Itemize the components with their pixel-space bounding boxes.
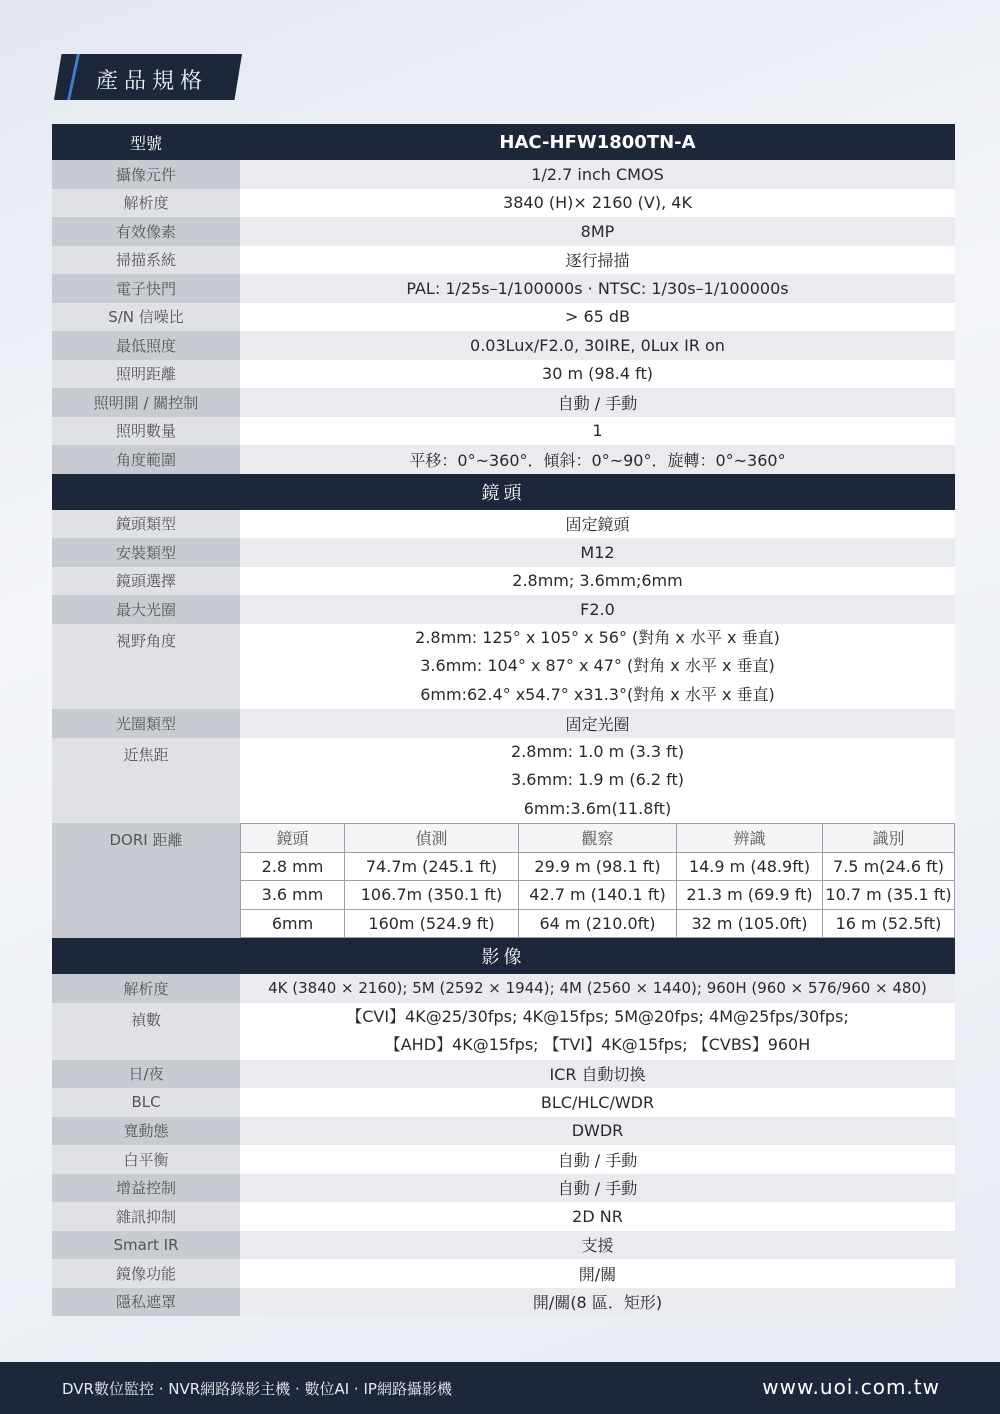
dori-data-row	[241, 909, 955, 938]
spec-value: 平移：0°~360°．傾斜：0°~90°．旋轉：0°~360°	[240, 445, 955, 474]
dori-cell-value: 64 m (210.0ft)	[519, 909, 677, 938]
spec-row	[52, 1060, 955, 1089]
spec-label: 安裝類型	[52, 538, 240, 567]
spec-label: 白平衡	[52, 1145, 240, 1174]
spec-row	[52, 189, 955, 218]
spec-label: 鏡頭選擇	[52, 567, 240, 596]
lens-section-title: 鏡頭	[52, 474, 955, 510]
spec-row	[52, 1202, 955, 1231]
spec-value: 自動 / 手動	[240, 1174, 955, 1203]
spec-row	[52, 274, 955, 303]
spec-table	[52, 124, 955, 1316]
dori-data-row	[241, 881, 955, 910]
dori-cell-value: 29.9 m (98.1 ft)	[519, 852, 677, 881]
dori-table	[240, 823, 955, 938]
dori-header: 辨識	[677, 824, 823, 853]
focus-line: 3.6mm: 1.9 m (6.2 ft)	[511, 770, 684, 789]
spec-label: 鏡像功能	[52, 1259, 240, 1288]
spec-label: 攝像元件	[52, 160, 240, 189]
fps-label: 禎數	[52, 1003, 240, 1060]
spec-label: BLC	[52, 1088, 240, 1117]
footer-bar	[0, 1362, 1000, 1414]
spec-row	[52, 160, 955, 189]
spec-label: 掃描系統	[52, 246, 240, 275]
lens-section-header	[52, 474, 955, 510]
spec-value: 開/關(8 區．矩形)	[240, 1288, 955, 1317]
dori-cell-value: 2.8 mm	[241, 852, 345, 881]
iris-label: 光圈類型	[52, 709, 240, 738]
fov-row	[52, 624, 955, 710]
iris-value: 固定光圈	[240, 709, 955, 738]
dori-cell-value: 21.3 m (69.9 ft)	[677, 881, 823, 910]
spec-value: ICR 自動切換	[240, 1060, 955, 1089]
spec-row	[52, 388, 955, 417]
dori-cell-value: 10.7 m (35.1 ft)	[823, 881, 955, 910]
spec-label: 照明數量	[52, 417, 240, 446]
model-row	[52, 124, 955, 160]
spec-row	[52, 417, 955, 446]
dori-cell	[240, 823, 955, 938]
spec-label: 最低照度	[52, 331, 240, 360]
spec-label: Smart IR	[52, 1231, 240, 1260]
spec-row	[52, 1145, 955, 1174]
spec-row	[52, 1088, 955, 1117]
focus-line: 6mm:3.6m(11.8ft)	[523, 798, 672, 818]
resolution-label: 解析度	[52, 974, 240, 1003]
page-title-banner	[54, 54, 242, 100]
spec-label: 隱私遮罩	[52, 1288, 240, 1317]
dori-header: 觀察	[519, 824, 677, 853]
spec-row	[52, 1231, 955, 1260]
spec-label: 電子快門	[52, 274, 240, 303]
spec-row	[52, 709, 955, 738]
resolution-value: 4K (3840 × 2160); 5M (2592 × 1944); 4M (2560 × 1440); 960H (960 × 576/960 × 480)	[240, 974, 955, 1003]
spec-value: 固定鏡頭	[240, 510, 955, 539]
spec-value: M12	[240, 538, 955, 567]
fps-values	[240, 1003, 955, 1060]
spec-row	[52, 1259, 955, 1288]
spec-row	[52, 303, 955, 332]
spec-row	[52, 331, 955, 360]
spec-row	[52, 360, 955, 389]
dori-header-row	[241, 824, 955, 853]
spec-row	[52, 1288, 955, 1317]
video-section-title: 影像	[52, 938, 955, 974]
spec-value: 8MP	[240, 217, 955, 246]
spec-row	[52, 1117, 955, 1146]
dori-cell-value: 14.9 m (48.9ft)	[677, 852, 823, 881]
spec-value: 支援	[240, 1231, 955, 1260]
dori-header: 鏡頭	[241, 824, 345, 853]
dori-cell-value: 160m (524.9 ft)	[345, 909, 519, 938]
dori-cell-value: 32 m (105.0ft)	[677, 909, 823, 938]
spec-label: 最大光圈	[52, 595, 240, 624]
dori-label: DORI 距離	[52, 823, 240, 938]
spec-value: 開/關	[240, 1259, 955, 1288]
footer-website-link[interactable]: www.uoi.com.tw	[762, 1375, 940, 1399]
fps-line: 【CVI】4K@25/30fps; 4K@15fps; 5M@20fps; 4M@25fps/30fps;	[346, 1006, 849, 1026]
footer-categories: DVR數位監控 · NVR網路錄影主機 · 數位AI · IP網路攝影機	[62, 1380, 452, 1398]
dori-header: 偵測	[345, 824, 519, 853]
dori-row	[52, 823, 955, 938]
spec-row	[52, 538, 955, 567]
dori-cell-value: 74.7m (245.1 ft)	[345, 852, 519, 881]
dori-cell-value: 7.5 m(24.6 ft)	[823, 852, 955, 881]
spec-value: 0.03Lux/F2.0, 30IRE, 0Lux IR on	[240, 331, 955, 360]
spec-value: 逐行掃描	[240, 246, 955, 275]
spec-value: 3840 (H)× 2160 (V), 4K	[240, 189, 955, 218]
spec-value: 1	[240, 417, 955, 446]
spec-row	[52, 567, 955, 596]
spec-row	[52, 246, 955, 275]
spec-value: 1/2.7 inch CMOS	[240, 160, 955, 189]
spec-row	[52, 1174, 955, 1203]
focus-row	[52, 738, 955, 824]
spec-label: 增益控制	[52, 1174, 240, 1203]
spec-value: PAL: 1/25s–1/100000s · NTSC: 1/30s–1/100000s	[240, 274, 955, 303]
spec-row	[52, 217, 955, 246]
spec-label: 照明距離	[52, 360, 240, 389]
dori-cell-value: 6mm	[241, 909, 345, 938]
fov-label: 視野角度	[52, 624, 240, 710]
page-title: 產品規格	[96, 69, 209, 94]
dori-cell-value: 106.7m (350.1 ft)	[345, 881, 519, 910]
spec-value: 2D NR	[240, 1202, 955, 1231]
fps-row	[52, 1003, 955, 1060]
dori-data-row	[241, 852, 955, 881]
video-section-header	[52, 938, 955, 974]
focus-line: 2.8mm: 1.0 m (3.3 ft)	[511, 741, 684, 761]
dori-cell-value: 16 m (52.5ft)	[823, 909, 955, 938]
spec-label: 雜訊抑制	[52, 1202, 240, 1231]
focus-label: 近焦距	[52, 738, 240, 824]
spec-row	[52, 595, 955, 624]
model-label: 型號	[52, 124, 240, 160]
spec-label: 日/夜	[52, 1060, 240, 1089]
spec-value: 自動 / 手動	[240, 388, 955, 417]
model-value: HAC-HFW1800TN-A	[240, 124, 955, 160]
spec-row	[52, 445, 955, 474]
spec-label: S/N 信噪比	[52, 303, 240, 332]
fov-line: 2.8mm: 125° x 105° x 56° (對角 x 水平 x 垂直)	[415, 627, 780, 647]
fov-line: 3.6mm: 104° x 87° x 47° (對角 x 水平 x 垂直)	[420, 656, 775, 675]
spec-value: BLC/HLC/WDR	[240, 1088, 955, 1117]
spec-label: 角度範圍	[52, 445, 240, 474]
spec-label: 有效像素	[52, 217, 240, 246]
spec-value: 30 m (98.4 ft)	[240, 360, 955, 389]
spec-value: 自動 / 手動	[240, 1145, 955, 1174]
focus-values	[240, 738, 955, 824]
spec-value: > 65 dB	[240, 303, 955, 332]
fov-line: 6mm:62.4° x54.7° x31.3°(對角 x 水平 x 垂直)	[420, 684, 775, 704]
spec-value: DWDR	[240, 1117, 955, 1146]
spec-value: 2.8mm; 3.6mm;6mm	[240, 567, 955, 596]
dori-cell-value: 3.6 mm	[241, 881, 345, 910]
dori-cell-value: 42.7 m (140.1 ft)	[519, 881, 677, 910]
fov-values	[240, 624, 955, 710]
spec-label: 鏡頭類型	[52, 510, 240, 539]
dori-header: 識別	[823, 824, 955, 853]
spec-value: F2.0	[240, 595, 955, 624]
spec-label: 解析度	[52, 189, 240, 218]
spec-label: 照明開 / 關控制	[52, 388, 240, 417]
fps-line: 【AHD】4K@15fps; 【TVI】4K@15fps; 【CVBS】960H	[384, 1035, 811, 1054]
spec-row	[52, 974, 955, 1003]
spec-label: 寬動態	[52, 1117, 240, 1146]
spec-row	[52, 510, 955, 539]
